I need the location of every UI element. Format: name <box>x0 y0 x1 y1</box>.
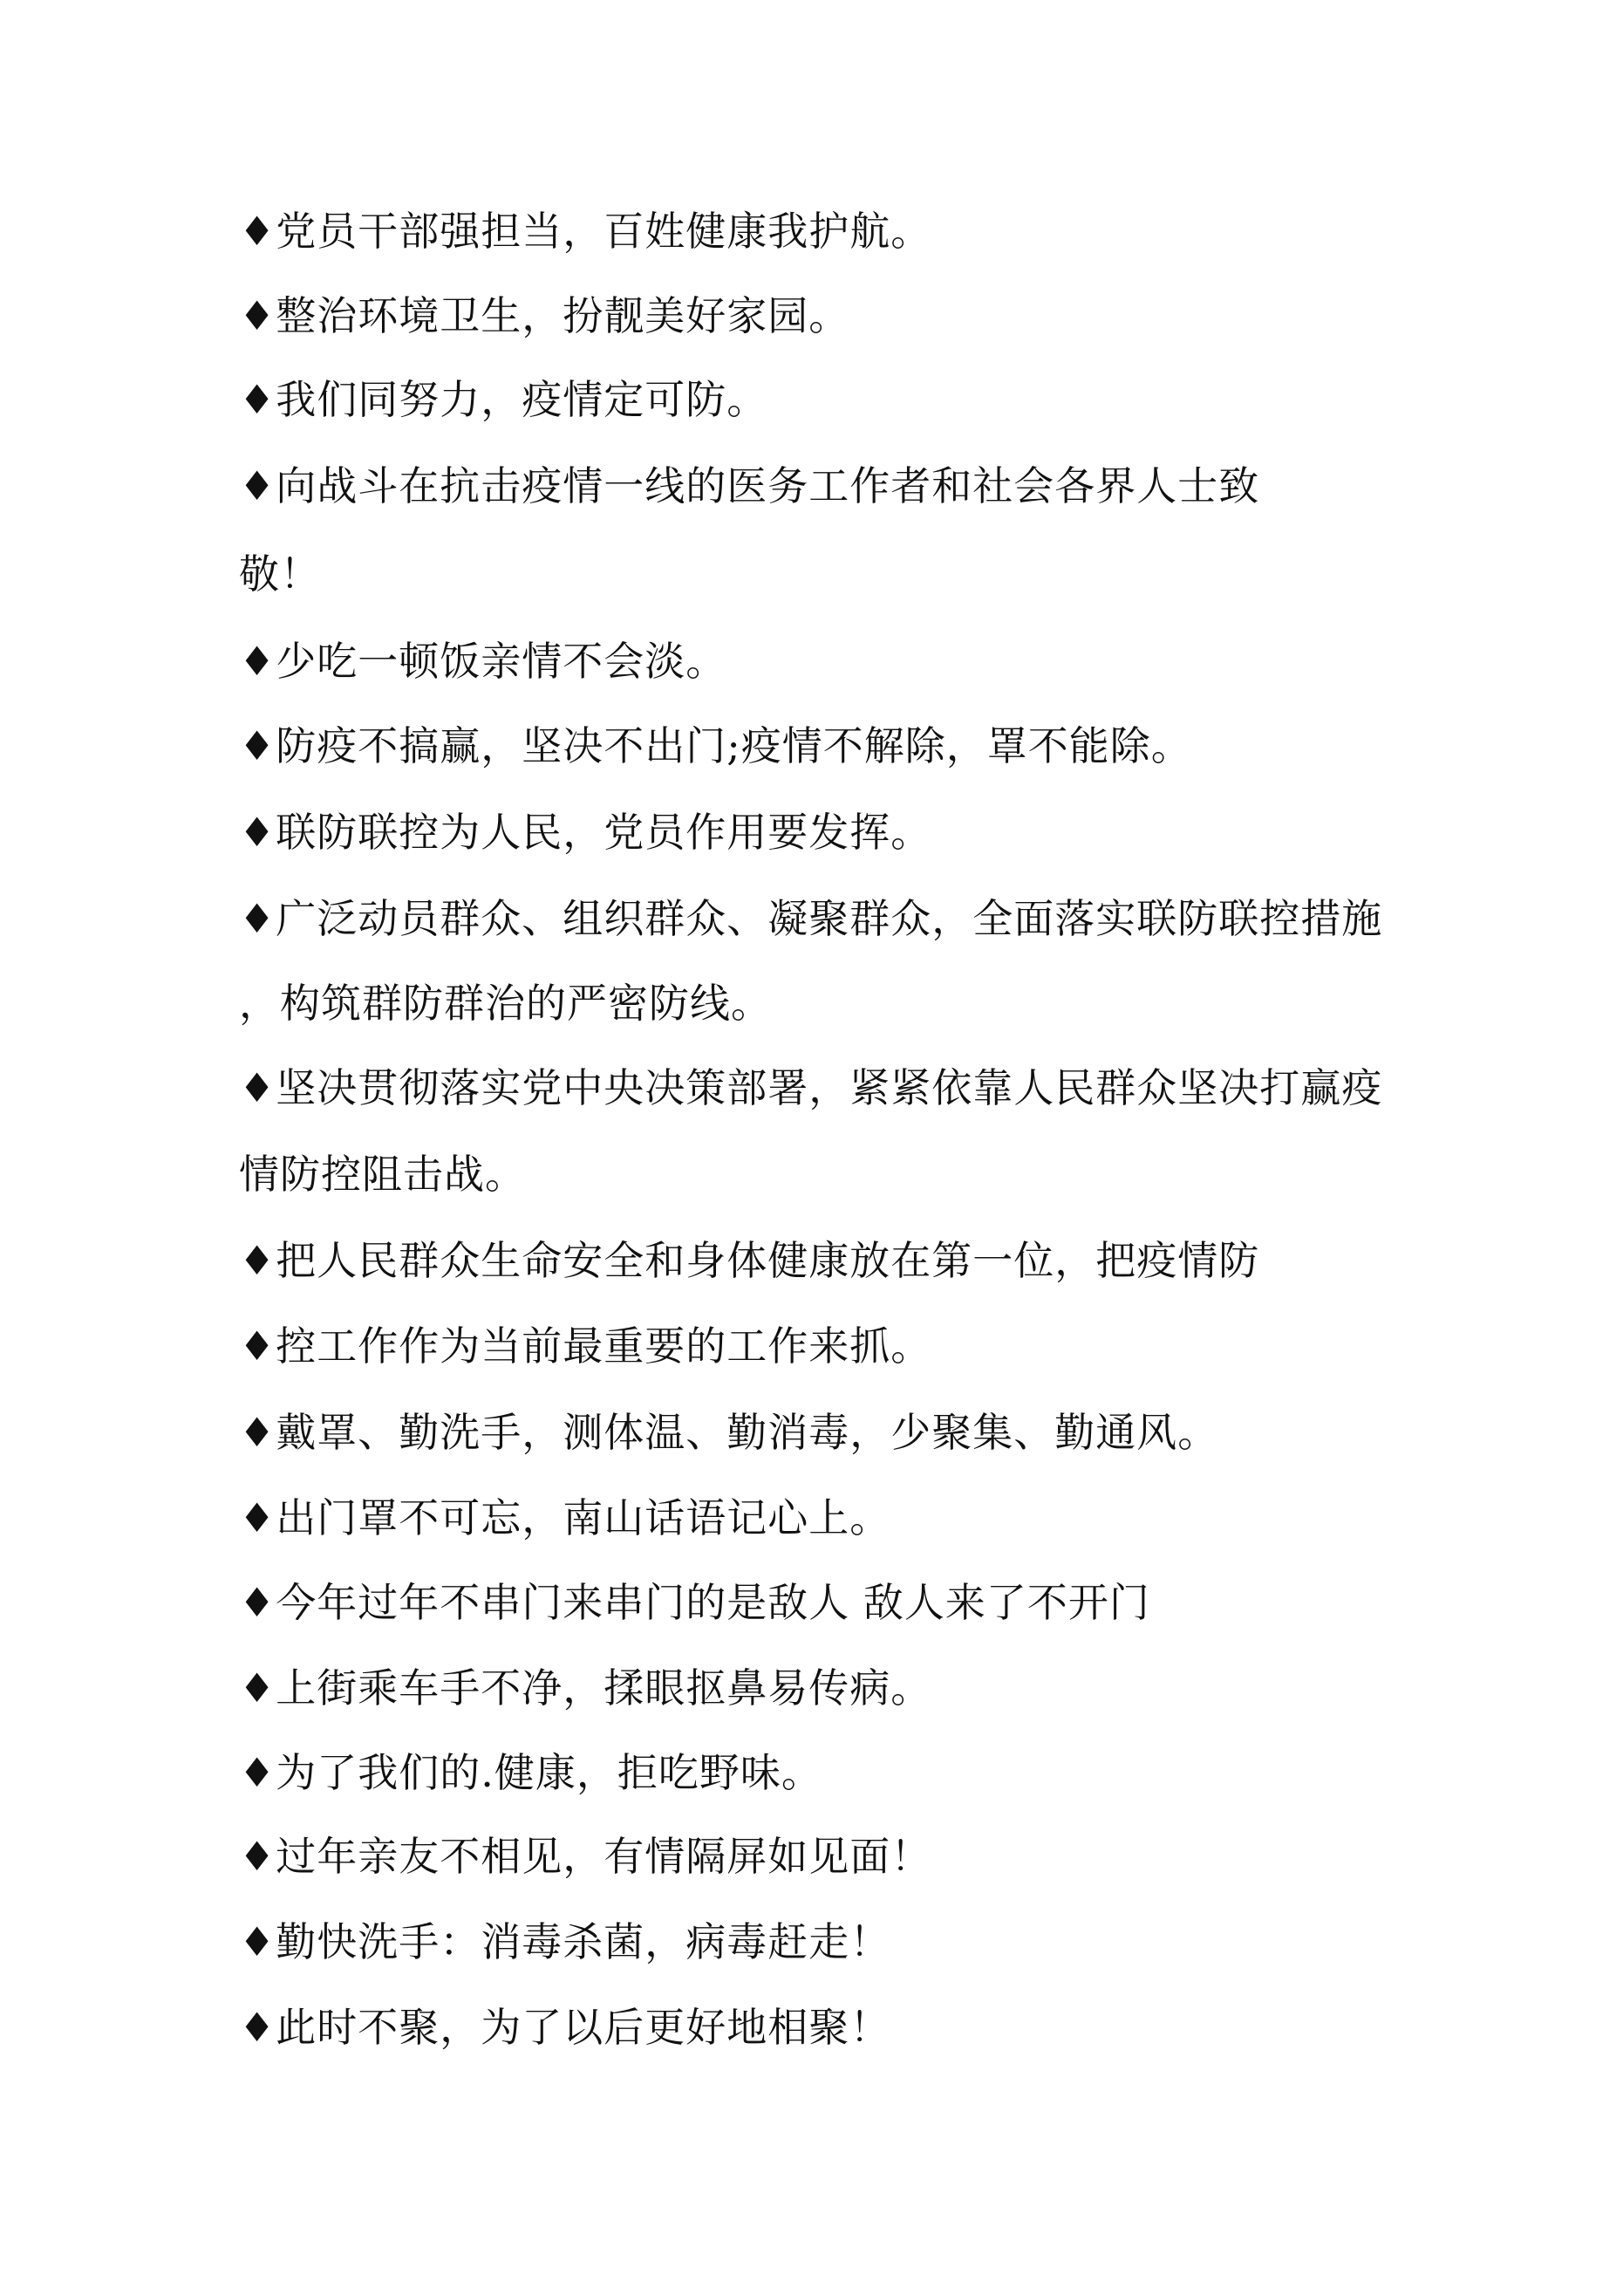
text-line: ♦戴罩、勤洗手，测体温、勤消毒，少聚集、勤通风。 <box>239 1409 1219 1456</box>
text-line: ♦少吃一顿饭亲情不会淡。 <box>239 638 727 685</box>
text-line: ♦为了我们的.健康，拒吃野味。 <box>239 1749 822 1796</box>
text-line: ♦联防联控为人民，党员作用要发挥。 <box>239 809 932 856</box>
text-line: ♦控工作作为当前最重要的工作来抓。 <box>239 1322 932 1370</box>
text-line: ，构筑群防群治的严密防线。 <box>239 980 772 1027</box>
text-line: 敬！ <box>239 550 321 598</box>
text-line: ♦出门罩不可忘，南山话语记心上。 <box>239 1494 891 1541</box>
text-line: ♦把人民群众生命安全和身体健康放在第一位，把疫情防 <box>239 1237 1260 1284</box>
text-line: ♦上街乘车手不净，揉眼抠鼻易传病。 <box>239 1664 932 1712</box>
text-line: ♦党员干部强担当，百姓健康我护航。 <box>239 208 932 255</box>
text-line: ♦坚决贯彻落实党中央决策部署，紧紧依靠人民群众坚决打赢疫 <box>239 1064 1383 1111</box>
text-line: ♦防疫不搞赢，坚决不出门;疫情不解除，罩不能除。 <box>239 722 1192 769</box>
text-line: ♦我们同努力，疫情定可防。 <box>239 376 768 423</box>
text-line: ♦广泛动员群众、组织群众、凝聚群众，全面落实联防联控措施 <box>239 895 1383 942</box>
text-line: 情防控阻击战。 <box>239 1151 526 1198</box>
text-line: ♦过年亲友不相见，有情隔屏如见面！ <box>239 1833 932 1880</box>
text-line: ♦向战斗在抗击疫情一线的医务工作者和社会各界人士致 <box>239 462 1260 509</box>
text-line: ♦今年过年不串门来串门的是敌人 敌人来了不开门 <box>239 1579 1150 1626</box>
text-line: ♦勤快洗手：消毒杀菌，病毒赶走！ <box>239 1918 891 1965</box>
text-line: ♦整治环境卫生，扮靓美好家园。 <box>239 292 850 339</box>
text-line: ♦此时不聚，为了以后更好地相聚！ <box>239 2004 891 2051</box>
